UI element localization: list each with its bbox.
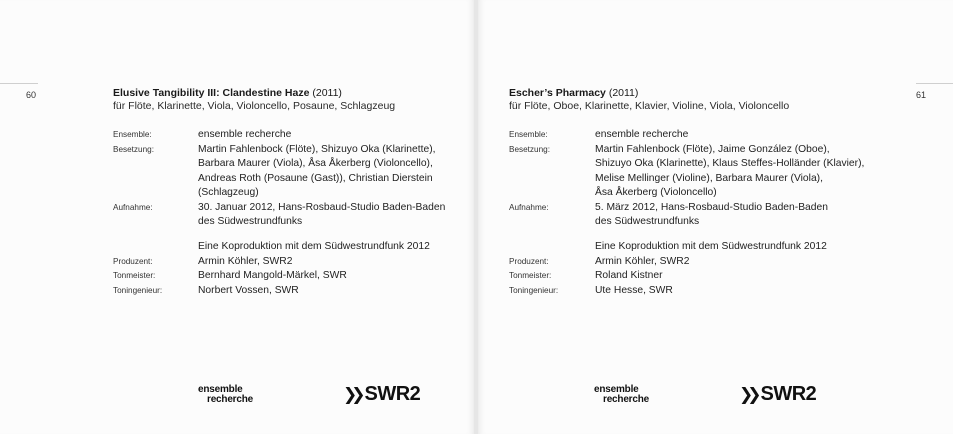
value-aufnahme-line: des Südwestrundfunks — [198, 216, 303, 227]
label-toningenieur: Toningenieur: — [509, 285, 559, 295]
double-chevron-icon: ❯❯ — [739, 385, 756, 404]
work-title — [113, 87, 342, 100]
logo-line: ensemble — [594, 384, 639, 395]
value-ensemble: ensemble recherche — [595, 129, 689, 140]
value-ensemble: ensemble recherche — [198, 129, 292, 140]
swr2-logo-text: SWR2 — [760, 383, 817, 405]
swr2-logo-text: SWR2 — [364, 383, 421, 405]
page-number: 60 — [26, 90, 37, 100]
value-besetzung-line: Martin Fahlenbock (Flöte), Jaime González (Oboe), — [595, 143, 830, 155]
right-page — [478, 0, 953, 434]
logo-line: recherche — [603, 394, 650, 405]
value-toningenieur: Norbert Vossen, SWR — [198, 284, 299, 296]
instrumentation: für Flöte, Oboe, Klarinette, Klavier, Violine, Viola, Violoncello — [509, 100, 790, 112]
label-produzent: Produzent: — [509, 256, 549, 266]
value-besetzung-line: (Schlagzeug) — [198, 187, 259, 198]
work-title-name: Elusive Tangibility III: Clandestine Haze — [113, 87, 310, 99]
value-toningenieur: Ute Hesse, SWR — [595, 284, 673, 296]
value-besetzung-line: Shizuyo Oka (Klarinette), Klaus Steffes-Holländer (Klavier), — [595, 158, 865, 169]
logo-line: ensemble — [198, 384, 243, 395]
work-title-name: Escher’s Pharmacy — [509, 87, 606, 99]
work-title — [509, 87, 638, 100]
value-produzent: Armin Köhler, SWR2 — [198, 255, 293, 267]
value-besetzung-line: Åsa Åkerberg (Violoncello) — [595, 187, 717, 198]
koproduktion-note: Eine Koproduktion mit dem Südwestrundfunk 2012 — [198, 241, 430, 252]
label-aufnahme: Aufnahme: — [509, 202, 549, 212]
value-produzent: Armin Köhler, SWR2 — [595, 255, 690, 267]
value-besetzung-line: Andreas Roth (Posaune (Gast)), Christian Dierstein — [198, 172, 433, 184]
value-besetzung-line: Barbara Maurer (Viola), Åsa Åkerberg (Violoncello), — [198, 158, 433, 169]
instrumentation: für Flöte, Klarinette, Viola, Violoncello, Posaune, Schlagzeug — [113, 100, 396, 112]
ensemble-recherche-logo — [594, 385, 649, 405]
double-chevron-icon: ❯❯ — [343, 385, 360, 404]
value-tonmeister: Bernhard Mangold-Märkel, SWR — [198, 270, 347, 281]
page-number-rule — [916, 83, 953, 84]
ensemble-recherche-logo — [198, 385, 253, 405]
value-besetzung-line: Martin Fahlenbock (Flöte), Shizuyo Oka (Klarinette), — [198, 143, 436, 155]
work-title-year: (2011) — [309, 87, 342, 99]
koproduktion-note: Eine Koproduktion mit dem Südwestrundfunk 2012 — [595, 241, 827, 252]
swr2-logo — [739, 384, 816, 405]
left-page — [0, 0, 474, 434]
work-title-year: (2011) — [605, 87, 639, 99]
label-tonmeister: Tonmeister: — [509, 271, 552, 280]
value-aufnahme-line: 30. Januar 2012, Hans-Rosbaud-Studio Baden-Baden — [198, 201, 446, 213]
label-aufnahme: Aufnahme: — [113, 202, 153, 212]
label-produzent: Produzent: — [113, 256, 153, 266]
label-toningenieur: Toningenieur: — [113, 285, 163, 295]
value-besetzung-line: Melise Mellinger (Violine), Barbara Maurer (Viola), — [595, 172, 823, 184]
logo-line: recherche — [207, 394, 254, 405]
label-tonmeister: Tonmeister: — [113, 271, 156, 280]
page-number: 61 — [916, 90, 927, 100]
label-besetzung: Besetzung: — [113, 144, 154, 154]
value-aufnahme-line: 5. März 2012, Hans-Rosbaud-Studio Baden-Baden — [595, 201, 828, 213]
value-aufnahme-line: des Südwestrundfunks — [595, 216, 700, 227]
label-ensemble: Ensemble: — [509, 130, 548, 139]
page-number-rule — [0, 83, 38, 84]
value-tonmeister: Roland Kistner — [595, 270, 663, 281]
label-ensemble: Ensemble: — [113, 130, 152, 139]
label-besetzung: Besetzung: — [509, 144, 550, 154]
swr2-logo — [343, 384, 420, 405]
